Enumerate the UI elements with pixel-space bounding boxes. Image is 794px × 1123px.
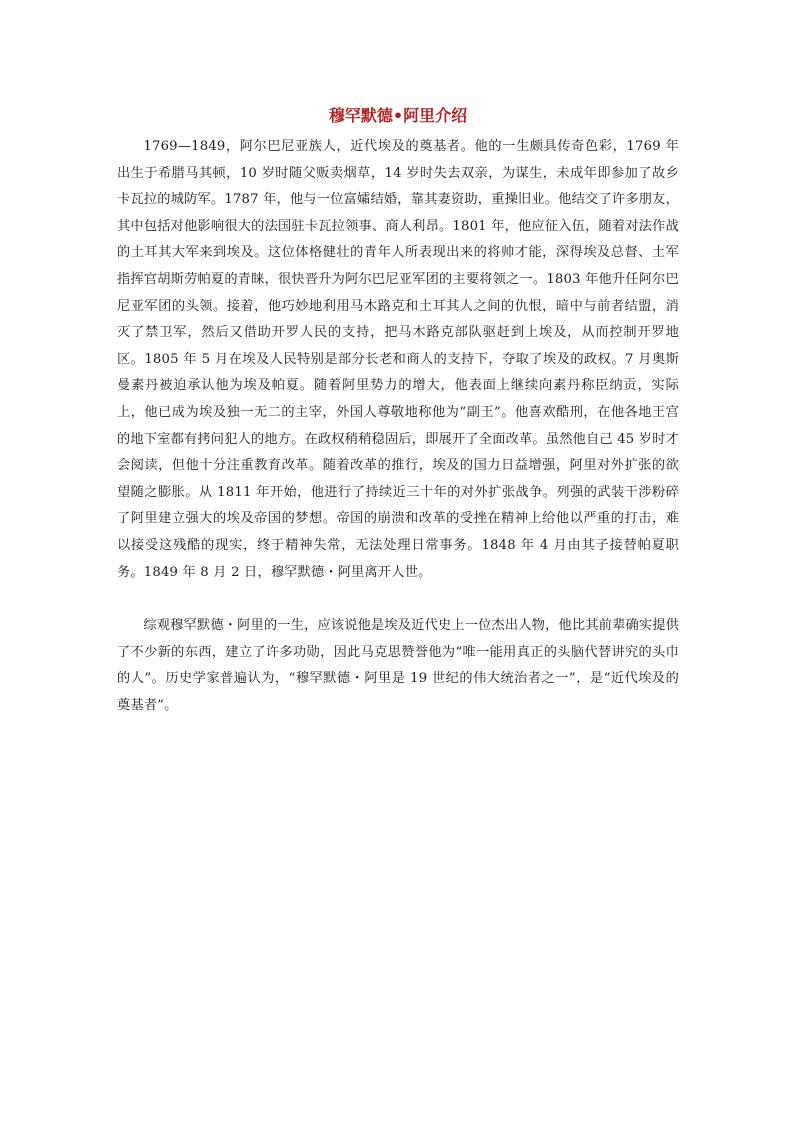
document-title: 穆罕默德•阿里介绍 <box>328 106 468 125</box>
document-page <box>117 98 679 719</box>
paragraph-biography: 1769—1849，阿尔巴尼亚族人，近代埃及的奠基者。他的一生颇具传奇色彩，1769 年出生于希腊马其顿，10 岁时随父贩卖烟草，14 岁时失去双亲，为谋生，未成年即参加了故乡卡瓦拉的城防军。1787 年，他与一位富孀结婚，靠其妻资助，重操旧业。他结交了许多朋友，其中包括对他影响很大的法国驻卡瓦拉领事、商人利昂。1801 年，他应征入伍，随着对法作战的土耳其大军来到埃及。这位体格健壮的青年人所表现出来的将帅才能，深得埃及总督、土军指挥官胡斯劳帕夏的青睐，很快晋升为阿尔巴尼亚军团的主要将领之一。1803 年他升任阿尔巴尼亚军团的头领。接着，他巧妙地利用马木路克和土耳其人之间的仇恨，暗中与前者结盟，消灭了禁卫军，然后又借助开罗人民的支持，把马木路克部队驱赶到上埃及，从而控制开罗地区。1805 年 5 月在埃及人民特别是部分长老和商人的支持下，夺取了埃及的政权。7 月奥斯曼素丹被迫承认他为埃及帕夏。随着阿里势力的增大，他表面上继续向素丹称臣纳贡，实际上，他已成为埃及独一无二的主宰，外国人尊敬地称他为“副王”。他喜欢酷刑，在他各地王宫的地下室都有拷问犯人的地方。在政权稍稍稳固后，即展开了全面改革。虽然他自己 45 岁时才会阅读，但他十分注重教育改革。随着改革的推行，埃及的国力日益增强，阿里对外扩张的欲望随之膨胀。从 1811 年开始，他进行了持续近三十年的对外扩张战争。列强的武装干涉粉碎了阿里建立强大的埃及帝国的梦想。帝国的崩溃和改革的受挫在精神上给他以严重的打击，难以接受这残酷的现实，终于精神失常，无法处理日常事务。1848 年 4 月由其子接替帕夏职务。1849 年 8 月 2 日，穆罕默德・阿里离开人世。 <box>117 139 679 580</box>
paragraph-spacer <box>117 586 679 613</box>
paragraph-evaluation: 综观穆罕默德・阿里的一生，应该说他是埃及近代史上一位杰出人物，他比其前辈确实提供了不少新的东西，建立了许多功勋，因此马克思赞誉他为“唯一能用真正的头脑代替讲究的头巾的人”。历史学家普遍认为，“穆罕默德・阿里是 19 世纪的伟大统治者之一”，是“近代埃及的奠基者”。 <box>117 618 679 713</box>
